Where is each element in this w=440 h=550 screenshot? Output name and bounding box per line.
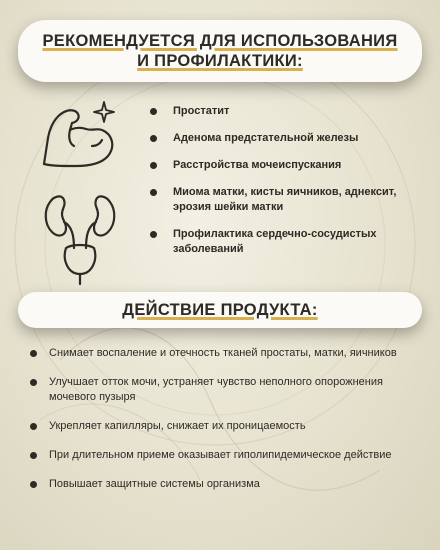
bicep-sparkle-icon <box>44 102 114 166</box>
list-item: При длительном приеме оказывает гиполипидемическое действие <box>30 448 430 463</box>
recommended-list <box>150 104 430 257</box>
list-item: Расстройства мочеиспускания <box>150 158 430 173</box>
product-action-header <box>18 292 422 328</box>
list-item: Аденома предстательной железы <box>150 131 430 146</box>
list-item: Профилактика сердечно-сосудистых заболеваний <box>150 227 430 257</box>
kidneys-bladder-icon <box>46 196 115 284</box>
recommended-title <box>42 31 397 71</box>
product-action-title: ДЕЙСТВИЕ ПРОДУКТА: <box>122 301 318 319</box>
list-item: Улучшает отток мочи, устраняет чувство неполного опорожнения мочевого пузыря <box>30 375 430 405</box>
list-item: Миома матки, кисты яичников, аднексит, эрозия шейки матки <box>150 185 430 215</box>
product-action-list <box>30 346 430 492</box>
recommended-title-line2: И ПРОФИЛАКТИКИ: <box>137 52 303 70</box>
recommended-title-line1: РЕКОМЕНДУЕТСЯ ДЛЯ ИСПОЛЬЗОВАНИЯ <box>42 32 398 50</box>
list-item: Простатит <box>150 104 430 119</box>
list-item: Повышает защитные системы организма <box>30 477 430 492</box>
list-item: Снимает воспаление и отечность тканей простаты, матки, яичников <box>30 346 430 361</box>
recommended-header <box>18 20 422 82</box>
list-item: Укрепляет капилляры, снижает их проницаемость <box>30 419 430 434</box>
icons-column <box>40 98 130 288</box>
